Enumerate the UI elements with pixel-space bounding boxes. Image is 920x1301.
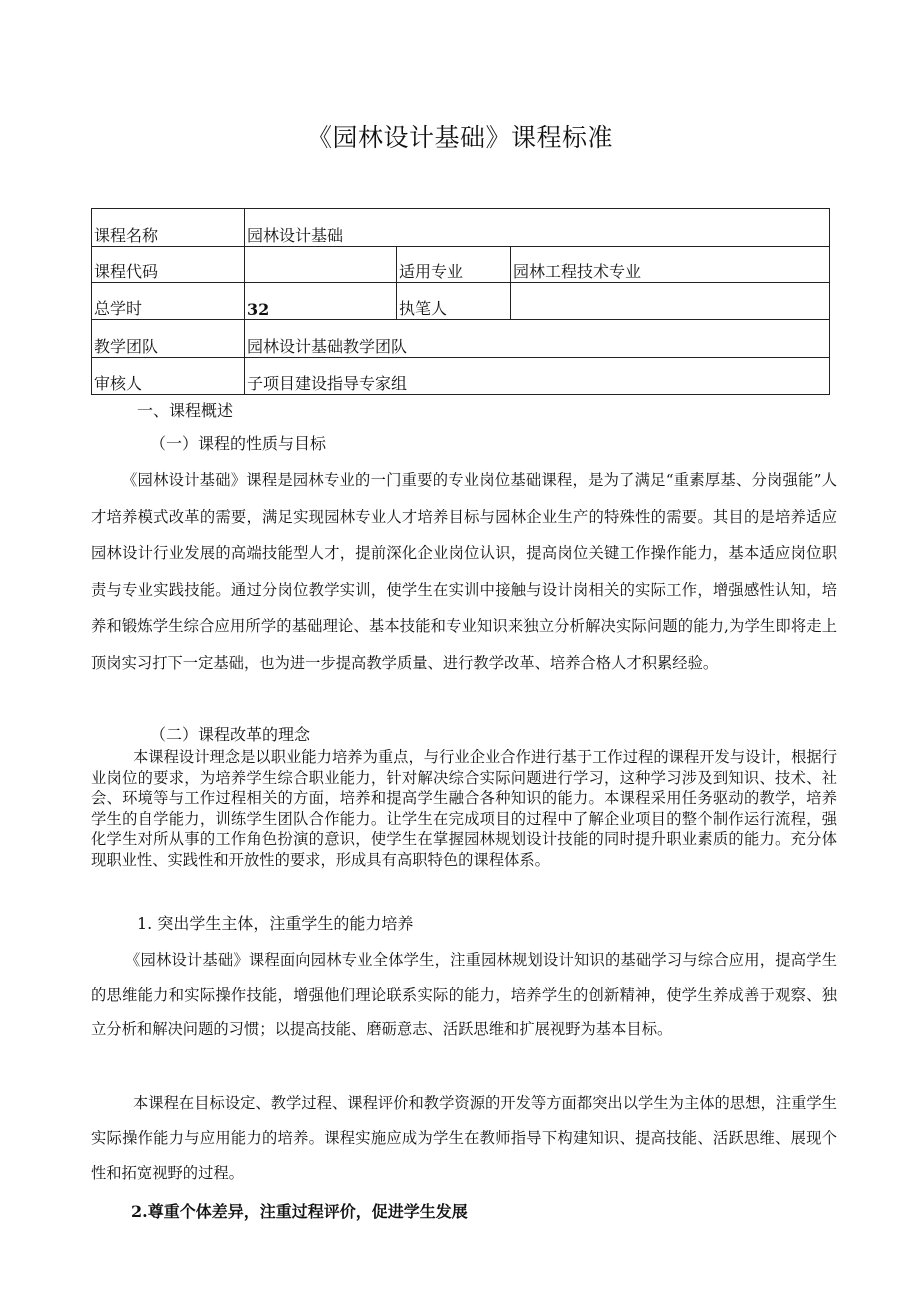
table-row xyxy=(92,358,830,395)
item-heading-individual-differences: 2.尊重个体差异，注重过程评价，促进学生发展 xyxy=(131,1202,468,1221)
table-row xyxy=(92,320,830,358)
course-name-label: 课程名称 xyxy=(92,209,245,247)
paragraph-student-subject: 本课程在目标设定、教学过程、课程评价和教学资源的开发等方面都突出以学生为主体的思想，注重学生实际操作能力与应用能力的培养。课程实施应成为学生在教师指导下构建知识、提高技能、活跃思维、展现个性和拓宽视野的过程。 xyxy=(91,1094,837,1182)
reviewer-value: 子项目建设指导专家组 xyxy=(245,358,830,395)
table-row xyxy=(92,247,830,283)
author-label: 执笔人 xyxy=(397,283,511,320)
team-label: 教学团队 xyxy=(92,320,245,358)
table-row xyxy=(92,209,830,247)
table-row xyxy=(92,283,830,320)
major-value: 园林工程技术专业 xyxy=(511,247,830,283)
course-code-value xyxy=(245,247,397,283)
major-label: 适用专业 xyxy=(397,247,511,283)
subsection-heading-nature: （一）课程的性质与目标 xyxy=(150,434,327,453)
author-value xyxy=(511,283,830,320)
team-value: 园林设计基础教学团队 xyxy=(245,320,830,358)
paragraph-student-centered: 《园林设计基础》课程面向园林专业全体学生，注重园林规划设计知识的基础学习与综合应用，提高学生的思维能力和实际操作技能，增强他们理论联系实际的能力，培养学生的创新精神，使学生养成善于观察、独立分析和解决问题的习惯；以提高技能、磨砺意志、活跃思维和扩展视野为基本目标。 xyxy=(91,951,837,1038)
document-title: 《园林设计基础》课程标准 xyxy=(306,123,613,152)
paragraph-course-nature: 《园林设计基础》课程是园林专业的一门重要的专业岗位基础课程，是为了满足“重素厚基、分岗强能”人才培养模式改革的需要，满足实现园林专业人才培养目标与园林企业生产的特殊性的需要。其目的是培养适应园林设计行业发展的高端技能型人才，提前深化企业岗位认识，提高岗位关键工作操作能力，基本适应岗位职责与专业实践技能。通过分岗位教学实训，使学生在实训中接触与设计岗相关的实际工作，增强感性认知，培养和锻炼学生综合应用所学的基础理论、基本技能和专业知识来独立分析解决实际问题的能力,为学生即将走上顶岗实习打下一定基础，也为进一步提高教学质量、进行教学改革、培养合格人才积累经验。 xyxy=(91,471,837,672)
section-heading-overview: 一、课程概述 xyxy=(137,401,234,420)
course-name-value: 园林设计基础 xyxy=(245,209,830,247)
course-info-table xyxy=(91,208,830,395)
reviewer-label: 审核人 xyxy=(92,358,245,395)
subsection-heading-reform: （二）课程改革的理念 xyxy=(150,725,311,744)
item-heading-student-centered: 1. 突出学生主体，注重学生的能力培养 xyxy=(137,914,414,933)
course-code-label: 课程代码 xyxy=(92,247,245,283)
paragraph-reform-concept: 本课程设计理念是以职业能力培养为重点，与行业企业合作进行基于工作过程的课程开发与设计，根据行业岗位的要求，为培养学生综合职业能力，针对解决综合实际问题进行学习，这种学习涉及到知识、技术、社会、环境等与工作过程相关的方面，培养和提高学生融合各种知识的能力。本课程采用任务驱动的教学，培养学生的自学能力，训练学生团队合作能力。让学生在完成项目的过程中了解企业项目的整个制作运行流程，强化学生对所从事的工作角色扮演的意识，使学生在掌握园林规划设计技能的同时提升职业素质的能力。充分体现职业性、实践性和开放性的要求，形成具有高职特色的课程体系。 xyxy=(91,748,837,869)
hours-value: 32 xyxy=(245,283,397,320)
hours-label: 总学时 xyxy=(92,283,245,320)
